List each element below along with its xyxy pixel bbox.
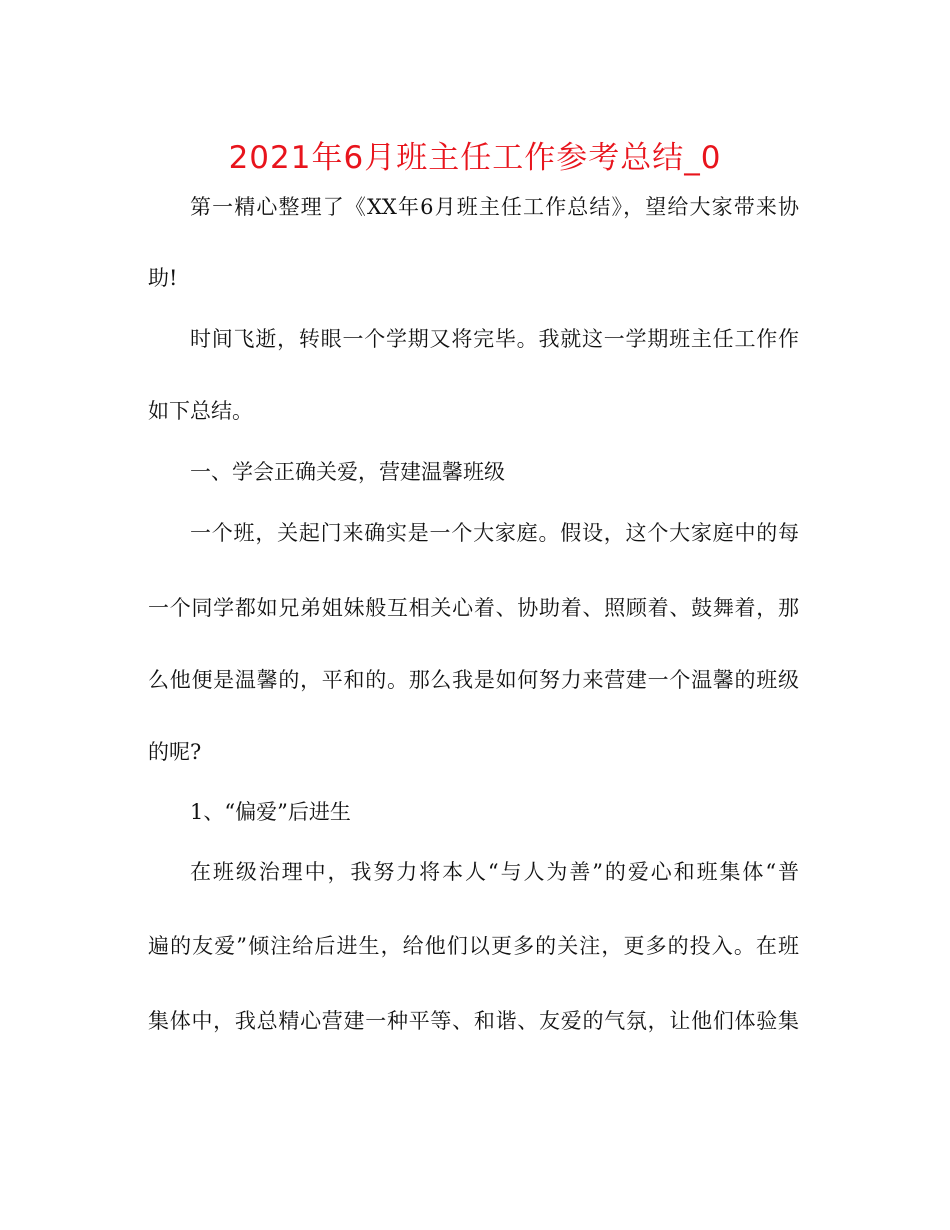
document-title: 2021年6月班主任工作参考总结_0 [228,140,722,176]
paragraph-line: 集体中，我总精心营建一种平等、和谐、友爱的气氛，让他们体验集 [148,1009,799,1033]
paragraph-line: 在班级治理中，我努力将本人“与人为善”的爱心和班集体“普 [190,860,799,884]
paragraph-line: 第一精心整理了《XX年6月班主任工作总结》，望给大家带来协 [190,195,799,219]
subsection-heading: 1、“偏爱”后进生 [190,800,351,824]
paragraph-line: 的呢? [148,740,202,764]
paragraph-line: 助! [148,266,178,290]
paragraph-line: 遍的友爱”倾注给后进生，给他们以更多的关注，更多的投入。在班 [148,934,799,958]
paragraph-line: 一个同学都如兄弟姐妹般互相关心着、协助着、照顾着、鼓舞着，那 [148,596,799,620]
paragraph-line: 时间飞逝，转眼一个学期又将完毕。我就这一学期班主任工作作 [190,327,799,351]
section-heading: 一、学会正确关爱，营建温馨班级 [190,460,505,484]
paragraph-line: 一个班，关起门来确实是一个大家庭。假设，这个大家庭中的每 [190,521,799,545]
paragraph-line: 么他便是温馨的，平和的。那么我是如何努力来营建一个温馨的班级 [148,668,799,692]
paragraph-line: 如下总结。 [148,399,253,423]
